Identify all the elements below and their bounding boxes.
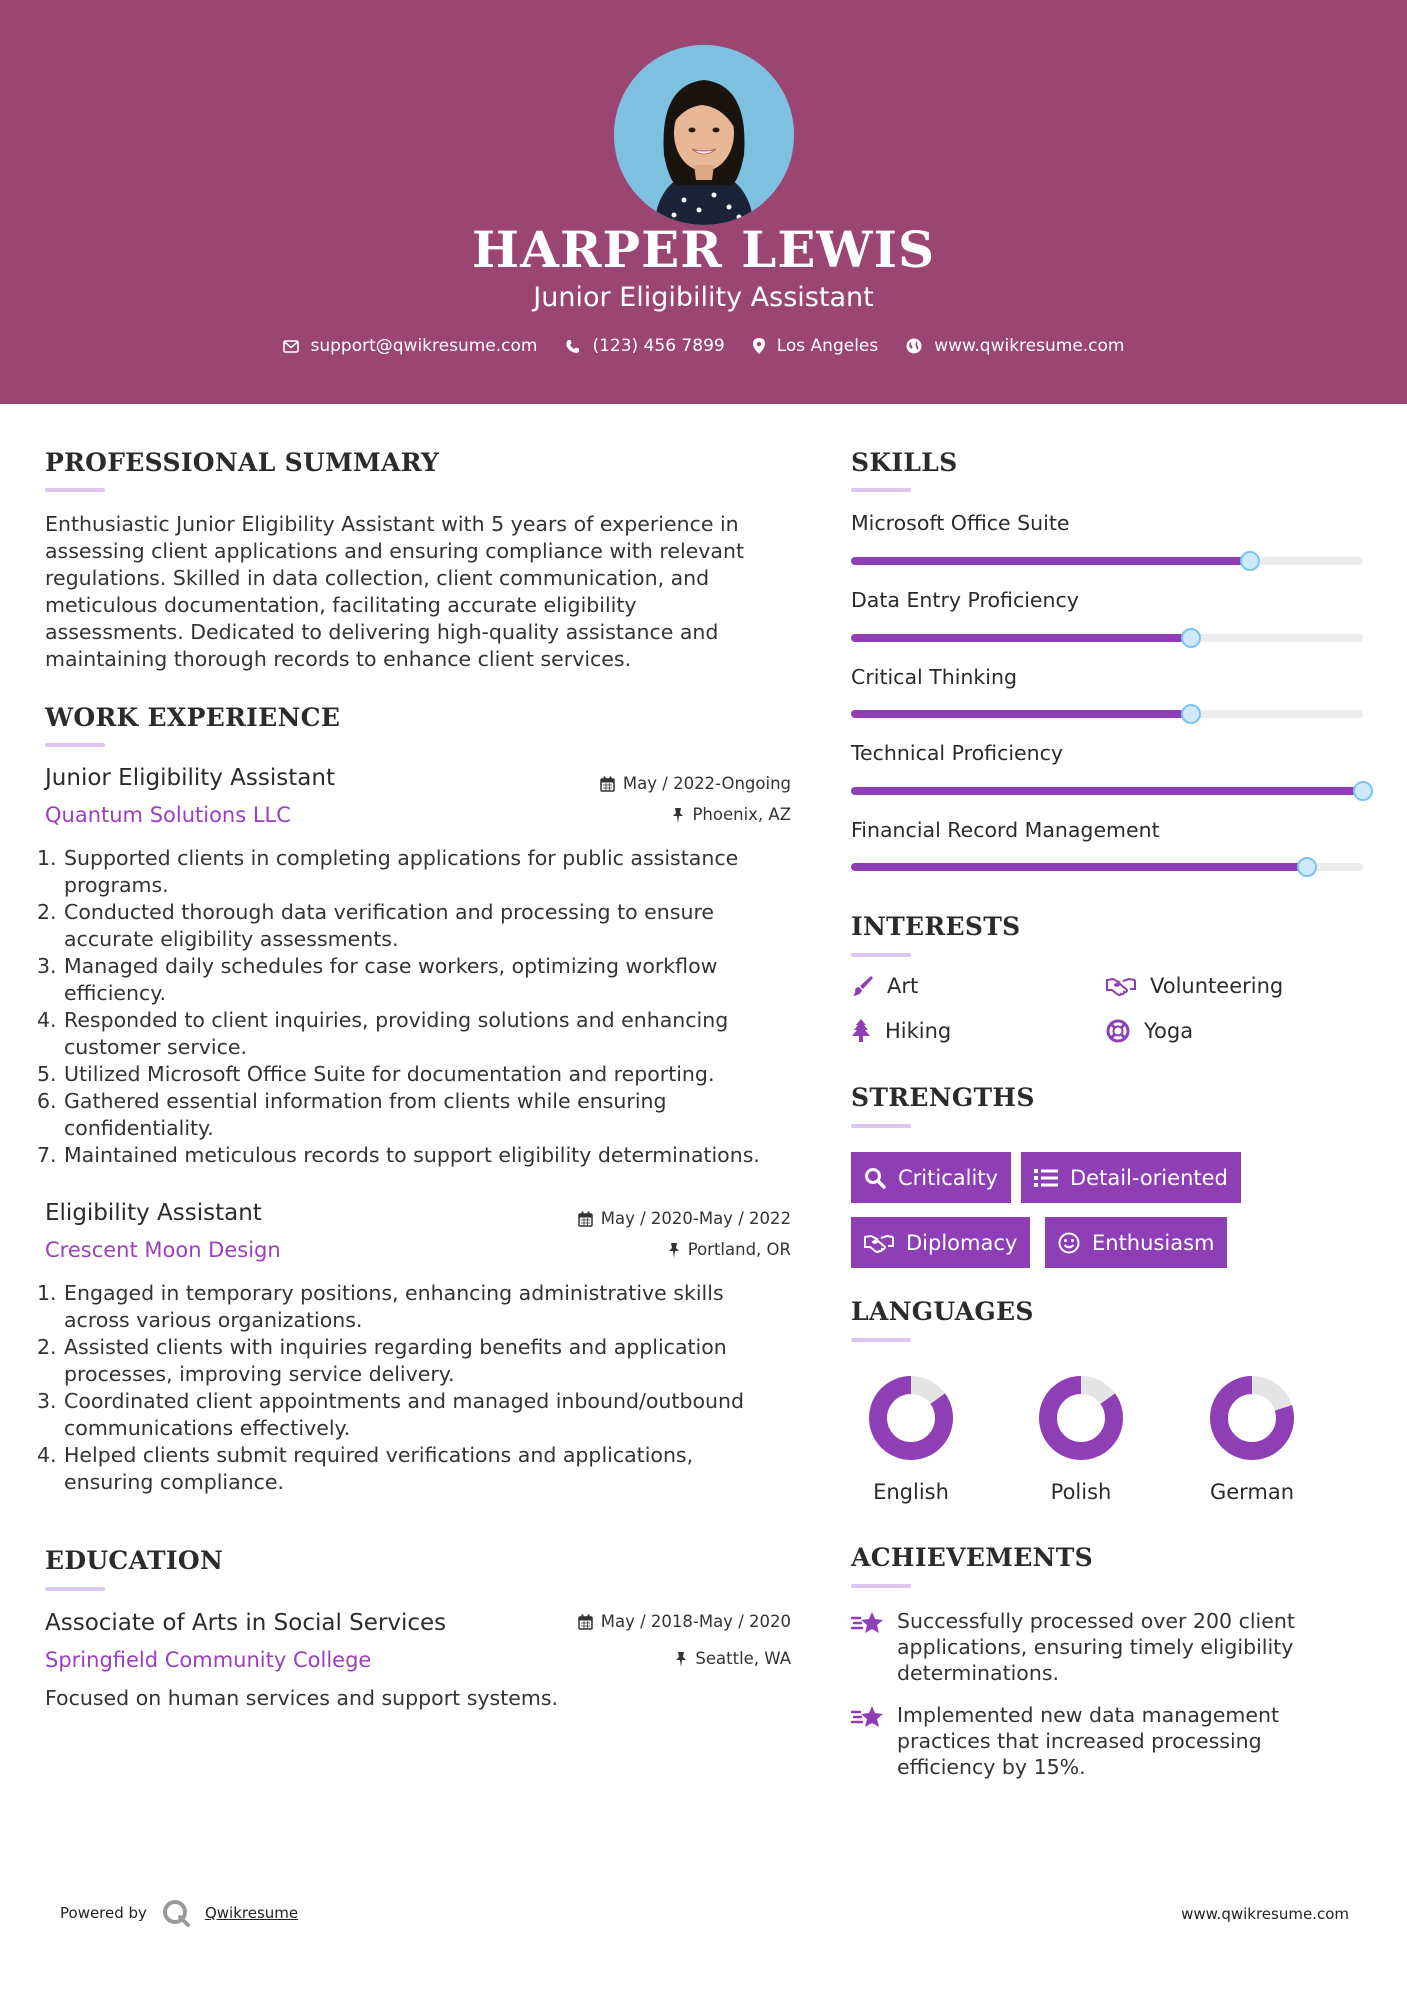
achievement-line: efficiency by 15%. — [897, 1755, 1086, 1779]
skill-bar-knob — [1240, 551, 1260, 571]
contact-bar — [0, 336, 1407, 356]
summary-line: assessments. Dedicated to delivering high-quality assistance and — [45, 620, 719, 644]
calendar-icon — [578, 1614, 593, 1630]
qwikresume-link[interactable]: Qwikresume — [204, 1904, 299, 1922]
skill-bar — [851, 710, 1363, 718]
languages-heading: LANGUAGES — [851, 1297, 1034, 1326]
skill-bar-fill — [851, 634, 1191, 642]
summary-line: maintaining thorough records to enhance client services. — [45, 647, 632, 671]
list-item: 7. Maintained meticulous records to support eligibility determinations. — [37, 1143, 760, 1167]
job-location — [668, 1240, 791, 1259]
job-title: Eligibility Assistant — [45, 1200, 262, 1226]
resume-header — [0, 0, 1407, 404]
search-icon — [864, 1167, 886, 1189]
strengths-heading: STRENGTHS — [851, 1083, 1035, 1112]
strength-label: Diplomacy — [906, 1230, 1018, 1255]
summary-heading: PROFESSIONAL SUMMARY — [45, 448, 440, 477]
list-item: 1. Engaged in temporary positions, enhancing administrative skills across various organizations. — [37, 1281, 724, 1332]
smile-icon — [1058, 1232, 1080, 1254]
shooting-star-icon — [851, 1610, 885, 1636]
language-label: Polish — [1050, 1480, 1112, 1504]
list-item: 2. Assisted clients with inquiries regarding benefits and application processes, improving service delivery. — [37, 1335, 727, 1386]
education-date — [578, 1612, 791, 1631]
achievement-line: applications, ensuring timely eligibility — [897, 1635, 1294, 1659]
job-duties-list — [37, 1280, 744, 1496]
job-company: Quantum Solutions LLC — [45, 803, 291, 827]
qwikresume-logo-icon — [161, 1898, 191, 1928]
interest-item — [851, 1019, 951, 1043]
lifebuoy-icon — [1106, 1019, 1130, 1043]
profile-photo — [614, 45, 794, 225]
education-underline — [45, 1587, 105, 1591]
achievement-line: practices that increased processing — [897, 1729, 1262, 1753]
education-heading: EDUCATION — [45, 1546, 224, 1575]
interest-item — [851, 974, 918, 998]
paintbrush-icon — [851, 975, 873, 997]
job-date-text: May / 2020-May / 2022 — [600, 1209, 791, 1228]
achievement-item — [851, 1702, 1279, 1780]
education-description: Focused on human services and support systems. — [45, 1686, 559, 1710]
envelope-icon — [283, 340, 299, 353]
language-item — [1016, 1376, 1146, 1504]
summary-text — [45, 511, 744, 673]
candidate-title: Junior Eligibility Assistant — [533, 282, 874, 313]
skill-bar-knob — [1181, 704, 1201, 724]
skill-label: Critical Thinking — [851, 665, 1017, 689]
list-item: 6. Gathered essential information from clients while ensuring confidentiality. — [37, 1089, 667, 1140]
experience-heading: WORK EXPERIENCE — [45, 703, 341, 732]
candidate-name: HARPER LEWIS — [471, 220, 936, 279]
footer-website[interactable]: www.qwikresume.com — [1181, 1905, 1349, 1923]
powered-by-text: Powered by — [60, 1904, 147, 1922]
interests-underline — [851, 953, 911, 957]
skill-bar-knob — [1297, 857, 1317, 877]
skill-bar — [851, 863, 1363, 871]
contact-location-text: Los Angeles — [776, 336, 879, 356]
interest-label: Art — [887, 974, 919, 998]
skill-bar-fill — [851, 787, 1363, 795]
achievements-underline — [851, 1584, 911, 1588]
list-item: 3. Managed daily schedules for case workers, optimizing workflow efficiency. — [37, 954, 718, 1005]
strength-tag — [1045, 1217, 1227, 1268]
strength-label: Criticality — [898, 1165, 998, 1190]
skill-bar-knob — [1353, 781, 1373, 801]
job-location-text: Phoenix, AZ — [692, 805, 791, 824]
skills-heading: SKILLS — [851, 448, 958, 477]
job-title: Junior Eligibility Assistant — [45, 765, 335, 791]
strength-tag — [851, 1152, 1011, 1203]
skill-bar-fill — [851, 863, 1307, 871]
strengths-underline — [851, 1124, 911, 1128]
skill-label: Technical Proficiency — [851, 741, 1064, 765]
skills-underline — [851, 488, 911, 492]
handshake-icon — [864, 1233, 894, 1253]
globe-icon — [906, 338, 922, 354]
language-label: German — [1209, 1480, 1295, 1504]
contact-phone[interactable] — [565, 336, 724, 356]
language-item — [846, 1376, 976, 1504]
summary-underline — [45, 488, 105, 492]
achievements-heading: ACHIEVEMENTS — [851, 1543, 1093, 1572]
contact-email[interactable] — [283, 336, 538, 356]
skill-bar-knob — [1181, 628, 1201, 648]
interest-label: Yoga — [1144, 1019, 1194, 1043]
experience-underline — [45, 743, 105, 747]
handshake-icon — [1106, 976, 1136, 996]
job-location — [672, 805, 791, 824]
job-company: Crescent Moon Design — [45, 1238, 281, 1262]
skill-label: Microsoft Office Suite — [851, 511, 1070, 535]
strength-label: Enthusiasm — [1092, 1230, 1215, 1255]
list-icon — [1034, 1168, 1058, 1188]
pushpin-icon — [675, 1651, 687, 1667]
tree-icon — [851, 1019, 871, 1043]
interest-item — [1106, 974, 1283, 998]
interest-label: Hiking — [885, 1019, 952, 1043]
skill-bar — [851, 787, 1363, 795]
calendar-icon — [600, 776, 615, 792]
skill-bar-fill — [851, 710, 1191, 718]
education-location-text: Seattle, WA — [695, 1649, 791, 1668]
achievement-line: determinations. — [897, 1661, 1060, 1685]
pushpin-icon — [668, 1242, 680, 1258]
contact-location — [753, 336, 879, 356]
list-item: 4. Helped clients submit required verifications and applications, ensuring compliance. — [37, 1443, 694, 1494]
languages-underline — [851, 1338, 911, 1342]
interest-label: Volunteering — [1150, 974, 1284, 998]
summary-line: assessing client applications and ensuring compliance with relevant — [45, 539, 744, 563]
footer-powered-by — [60, 1898, 298, 1928]
list-item: 5. Utilized Microsoft Office Suite for documentation and reporting. — [37, 1062, 715, 1086]
education-date-text: May / 2018-May / 2020 — [600, 1612, 791, 1631]
contact-phone-text: (123) 456 7899 — [592, 336, 725, 356]
achievement-line: Successfully processed over 200 client — [897, 1609, 1295, 1633]
skill-label: Financial Record Management — [851, 818, 1160, 842]
achievement-item — [851, 1608, 1295, 1686]
strength-tag — [1021, 1152, 1241, 1203]
job-date — [600, 774, 791, 793]
contact-website-text: www.qwikresume.com — [934, 336, 1125, 356]
strength-label: Detail-oriented — [1070, 1165, 1228, 1190]
education-location — [675, 1649, 791, 1668]
job-date-text: May / 2022-Ongoing — [622, 774, 791, 793]
skill-bar-fill — [851, 557, 1250, 565]
skill-label: Data Entry Proficiency — [851, 588, 1079, 612]
skill-bar — [851, 634, 1363, 642]
job-location-text: Portland, OR — [687, 1240, 791, 1259]
list-item: 1. Supported clients in completing applications for public assistance programs. — [37, 846, 739, 897]
phone-icon — [565, 339, 580, 354]
pushpin-icon — [672, 807, 684, 823]
list-item: 2. Conducted thorough data verification and processing to ensure accurate eligibility assessments. — [37, 900, 715, 951]
language-item — [1187, 1376, 1317, 1504]
calendar-icon — [578, 1211, 593, 1227]
achievement-line: Implemented new data management — [897, 1703, 1279, 1727]
interests-heading: INTERESTS — [851, 912, 1021, 941]
job-duties-list — [37, 845, 760, 1169]
school-name: Springfield Community College — [45, 1648, 372, 1672]
map-pin-icon — [753, 338, 765, 354]
interest-item — [1106, 1019, 1193, 1043]
shooting-star-icon — [851, 1704, 885, 1730]
list-item: 4. Responded to client inquiries, providing solutions and enhancing customer service. — [37, 1008, 729, 1059]
strength-tag — [851, 1217, 1030, 1268]
skill-bar — [851, 557, 1363, 565]
job-date — [578, 1209, 791, 1228]
list-item: 3. Coordinated client appointments and managed inbound/outbound communications effectively. — [37, 1389, 744, 1440]
contact-email-text: support@qwikresume.com — [310, 336, 538, 356]
contact-website[interactable] — [906, 336, 1124, 356]
degree-title: Associate of Arts in Social Services — [45, 1610, 447, 1636]
summary-line: meticulous documentation, facilitating accurate eligibility — [45, 593, 637, 617]
summary-line: Enthusiastic Junior Eligibility Assistant with 5 years of experience in — [45, 512, 739, 536]
language-label: English — [873, 1480, 949, 1504]
summary-line: regulations. Skilled in data collection, client communication, and — [45, 566, 710, 590]
